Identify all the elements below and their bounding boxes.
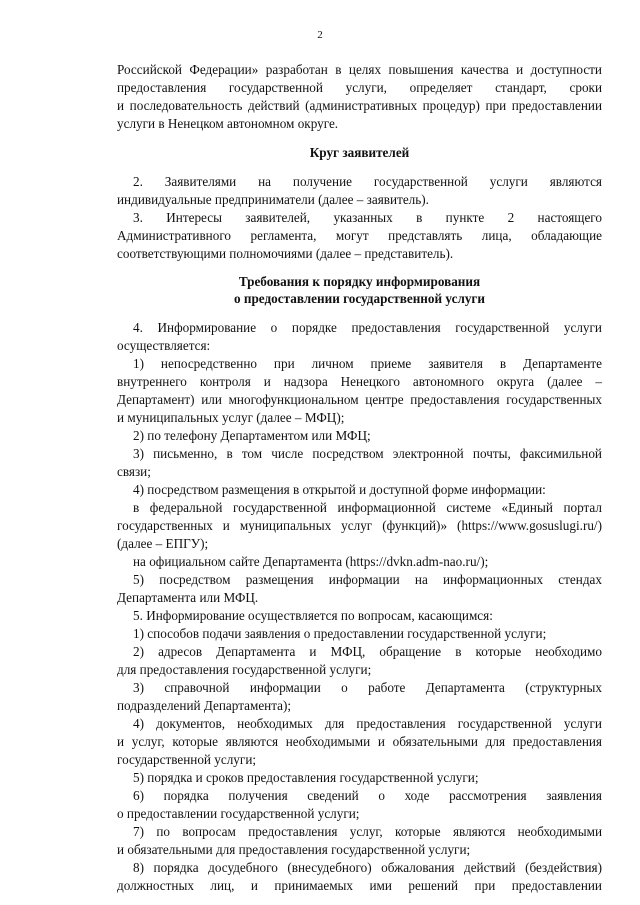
paragraph-line: осуществляется:: [117, 338, 211, 353]
paragraph-line: на официальном сайте Департамента (https://dvkn.adm-nao.ru/);: [133, 554, 489, 569]
paragraph-line: государственной услуги;: [117, 752, 257, 767]
paragraph-line: подразделений Департамента);: [117, 698, 292, 713]
paragraph-line: Департамент) или многофункциональном центре предоставления государственных: [117, 392, 602, 407]
paragraph-line: 8) порядка досудебного (внесудебного) обжалования действий (бездействия): [133, 860, 602, 875]
paragraph-line: индивидуальные предприниматели (далее – заявитель).: [117, 192, 429, 207]
paragraph-line: и обязательными для предоставления государственной услуги;: [117, 842, 471, 857]
paragraph-line: 4. Информирование о порядке предоставления государственной услуги: [133, 320, 602, 335]
intro-line: и последовательность действий (административных процедур) при предоставлении: [117, 98, 602, 113]
paragraph-line: внутреннего контроля и надзора Ненецкого автономного округа (далее –: [117, 374, 602, 389]
paragraph-line: в федеральной государственной информационной системе «Единый портал: [133, 500, 602, 515]
section-heading: Требования к порядку информирования: [238, 274, 481, 289]
intro-line: услуги в Ненецком автономном округе.: [117, 116, 339, 131]
paragraph-line: для предоставления государственной услуги;: [117, 662, 372, 677]
paragraph-line: соответствующими полномочиями (далее – представитель).: [117, 246, 454, 261]
paragraph-line: 5) посредством размещения информации на информационных стендах: [133, 572, 602, 587]
paragraph-line: 3) письменно, в том числе посредством электронной почты, факсимильной: [133, 446, 602, 461]
paragraph-line: 2. Заявителями на получение государственной услуги являются: [133, 174, 602, 189]
paragraph-line: 5. Информирование осуществляется по вопросам, касающимся:: [133, 608, 493, 623]
intro-line: Российской Федерации» разработан в целях повышения качества и доступности: [117, 62, 602, 77]
paragraph-line: и услуг, которые являются необходимыми и обязательными для предоставления: [117, 734, 602, 749]
paragraph-line: 7) по вопросам предоставления услуг, которые являются необходимыми: [133, 824, 602, 839]
paragraph-line: должностных лиц, и принимаемых ими решений при предоставлении: [117, 878, 602, 893]
paragraph-line: 1) непосредственно при личном приеме заявителя в Департаменте: [133, 356, 602, 371]
paragraph-line: 2) адресов Департамента и МФЦ, обращение в которые необходимо: [133, 644, 602, 659]
paragraph-line: государственных и муниципальных услуг (функций)» (https://www.gosuslugi.ru/): [117, 518, 602, 533]
paragraph-line: 4) документов, необходимых для предоставления государственной услуги: [133, 716, 602, 731]
paragraph-line: Департамента или МФЦ.: [117, 590, 259, 605]
paragraph-line: 6) порядка получения сведений о ходе рассмотрения заявления: [133, 788, 602, 803]
paragraph-line: 2) по телефону Департаментом или МФЦ;: [133, 428, 371, 443]
section-heading: Круг заявителей: [309, 145, 410, 160]
paragraph-line: Административного регламента, могут представлять лица, обладающие: [117, 228, 602, 243]
intro-line: предоставления государственной услуги, определяет стандарт, сроки: [117, 80, 602, 95]
paragraph-line: 3) справочной информации о работе Департамента (структурных: [133, 680, 602, 695]
paragraph-line: 1) способов подачи заявления о предоставлении государственной услуги;: [133, 626, 547, 641]
section-heading: о предоставлении государственной услуги: [233, 291, 486, 306]
page-number: 2: [317, 29, 323, 41]
paragraph-line: и муниципальных услуг (далее – МФЦ);: [117, 410, 345, 425]
paragraph-line: о предоставлении государственной услуги;: [117, 806, 360, 821]
paragraph-line: 4) посредством размещения в открытой и доступной форме информации:: [133, 482, 546, 497]
paragraph-line: связи;: [117, 464, 151, 479]
paragraph-line: 3. Интересы заявителей, указанных в пункте 2 настоящего: [133, 210, 602, 225]
paragraph-line: (далее – ЕПГУ);: [117, 536, 209, 551]
paragraph-line: 5) порядка и сроков предоставления государственной услуги;: [133, 770, 479, 785]
